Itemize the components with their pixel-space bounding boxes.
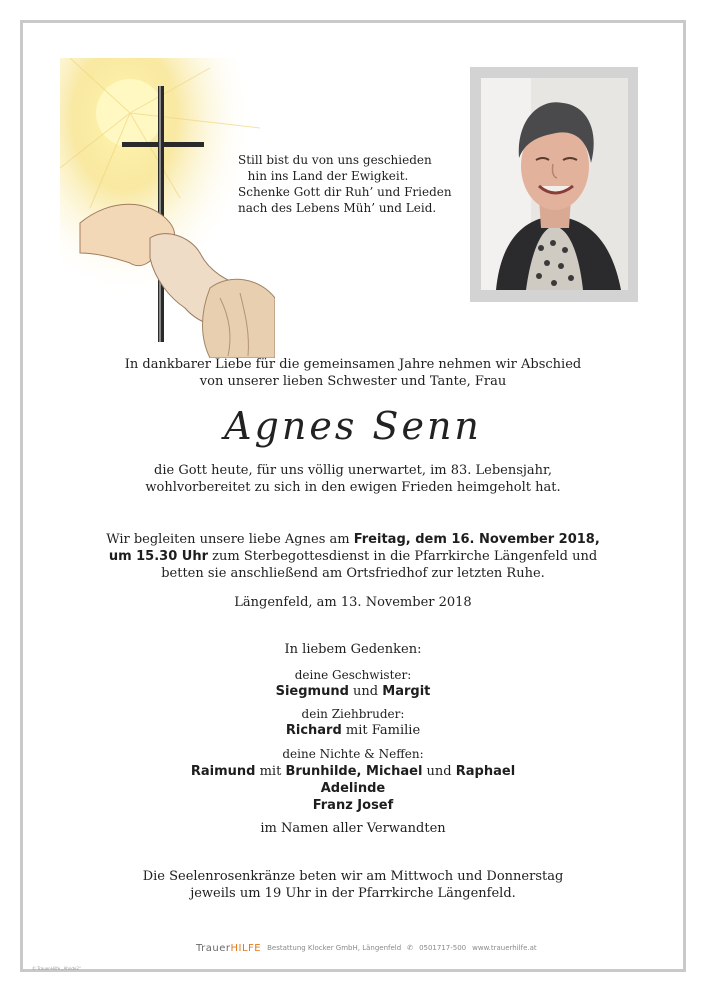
deceased-name: Agnes Senn <box>224 404 482 448</box>
sibling-name: Siegmund <box>275 684 349 699</box>
brand-name <box>196 943 261 954</box>
foster-name: Richard <box>285 723 342 738</box>
nephew-name: Brunhilde, Michael <box>285 764 423 779</box>
rosary-line: jeweils um 19 Uhr in der Pfarrkirche Längenfeld. <box>190 886 516 901</box>
phone-number: 0501717-500 <box>419 944 467 952</box>
website-link[interactable]: www.trauerhilfe.at <box>472 944 537 952</box>
niece-name: Adelinde <box>320 781 386 796</box>
mourners-intro: In liebem Gedenken: <box>284 642 422 657</box>
funeral-line: betten sie anschließend am Ortsfriedhof zur letzten Ruhe. <box>161 566 545 581</box>
passing-line: wohlvorbereitet zu sich in den ewigen Frieden heimgeholt hat. <box>145 480 561 495</box>
foster-label: dein Ziehbruder: <box>301 707 405 721</box>
passing-line: die Gott heute, für uns völlig unerwartet, im 83. Lebensjahr, <box>154 463 552 478</box>
conjunction: und <box>348 684 383 699</box>
poem-line: Schenke Gott dir Ruh’ und Frieden <box>238 185 452 199</box>
rosary-text <box>0 868 706 902</box>
poem-line: Still bist du von uns geschieden <box>238 153 432 167</box>
foster-suffix: mit Familie <box>341 723 421 738</box>
footer <box>190 941 537 955</box>
funeral-line <box>0 548 706 565</box>
funeral-text-plain: zum Sterbegottesdienst in die Pfarrkirche Längenfeld und <box>208 549 598 564</box>
funeral-line <box>0 531 706 548</box>
siblings-label: deine Geschwister: <box>294 668 412 682</box>
company-name: Bestattung Klocker GmbH, Längenfeld <box>267 944 402 952</box>
copyright: © Trauer-Hilfe „Ahnde2“ <box>32 966 81 971</box>
intro-line: von unserer lieben Schwester und Tante, Frau <box>199 374 507 389</box>
nephew-name: Raimund <box>190 764 256 779</box>
poem <box>238 152 452 216</box>
poem-line: hin ins Land der Ewigkeit. <box>247 169 409 183</box>
funeral-text-plain: Wir begleiten unsere liebe Agnes am <box>106 532 354 547</box>
intro-text <box>0 356 706 390</box>
nieces-names <box>0 763 706 780</box>
sibling-name: Margit <box>382 684 431 699</box>
brand-part: HILFE <box>230 942 262 954</box>
nephew-name: Franz Josef <box>312 798 394 813</box>
foster-names <box>0 722 706 739</box>
funeral-text <box>0 531 706 582</box>
portrait-photo <box>481 78 628 290</box>
portrait-frame <box>470 67 638 302</box>
funeral-time: um 15.30 Uhr <box>108 549 209 564</box>
rosary-line: Die Seelenrosenkränze beten wir am Mittwoch und Donnerstag <box>142 869 564 884</box>
conjunction: und <box>422 764 456 779</box>
passing-text <box>0 462 706 496</box>
poem-line: nach des Lebens Müh’ und Leid. <box>238 201 437 215</box>
funeral-date: Freitag, dem 16. November 2018, <box>353 532 600 547</box>
place-date: Längenfeld, am 13. November 2018 <box>234 595 472 610</box>
phone-icon: ✆ <box>407 944 414 952</box>
brand-part: Trauer <box>196 942 231 954</box>
conjunction: mit <box>255 764 286 779</box>
intro-line: In dankbarer Liebe für die gemeinsamen Jahre nehmen wir Abschied <box>124 357 582 372</box>
nieces-label: deine Nichte & Neffen: <box>282 747 424 761</box>
nephew-name: Raphael <box>455 764 516 779</box>
relatives-text: im Namen aller Verwandten <box>260 821 446 836</box>
siblings-names <box>0 683 706 700</box>
